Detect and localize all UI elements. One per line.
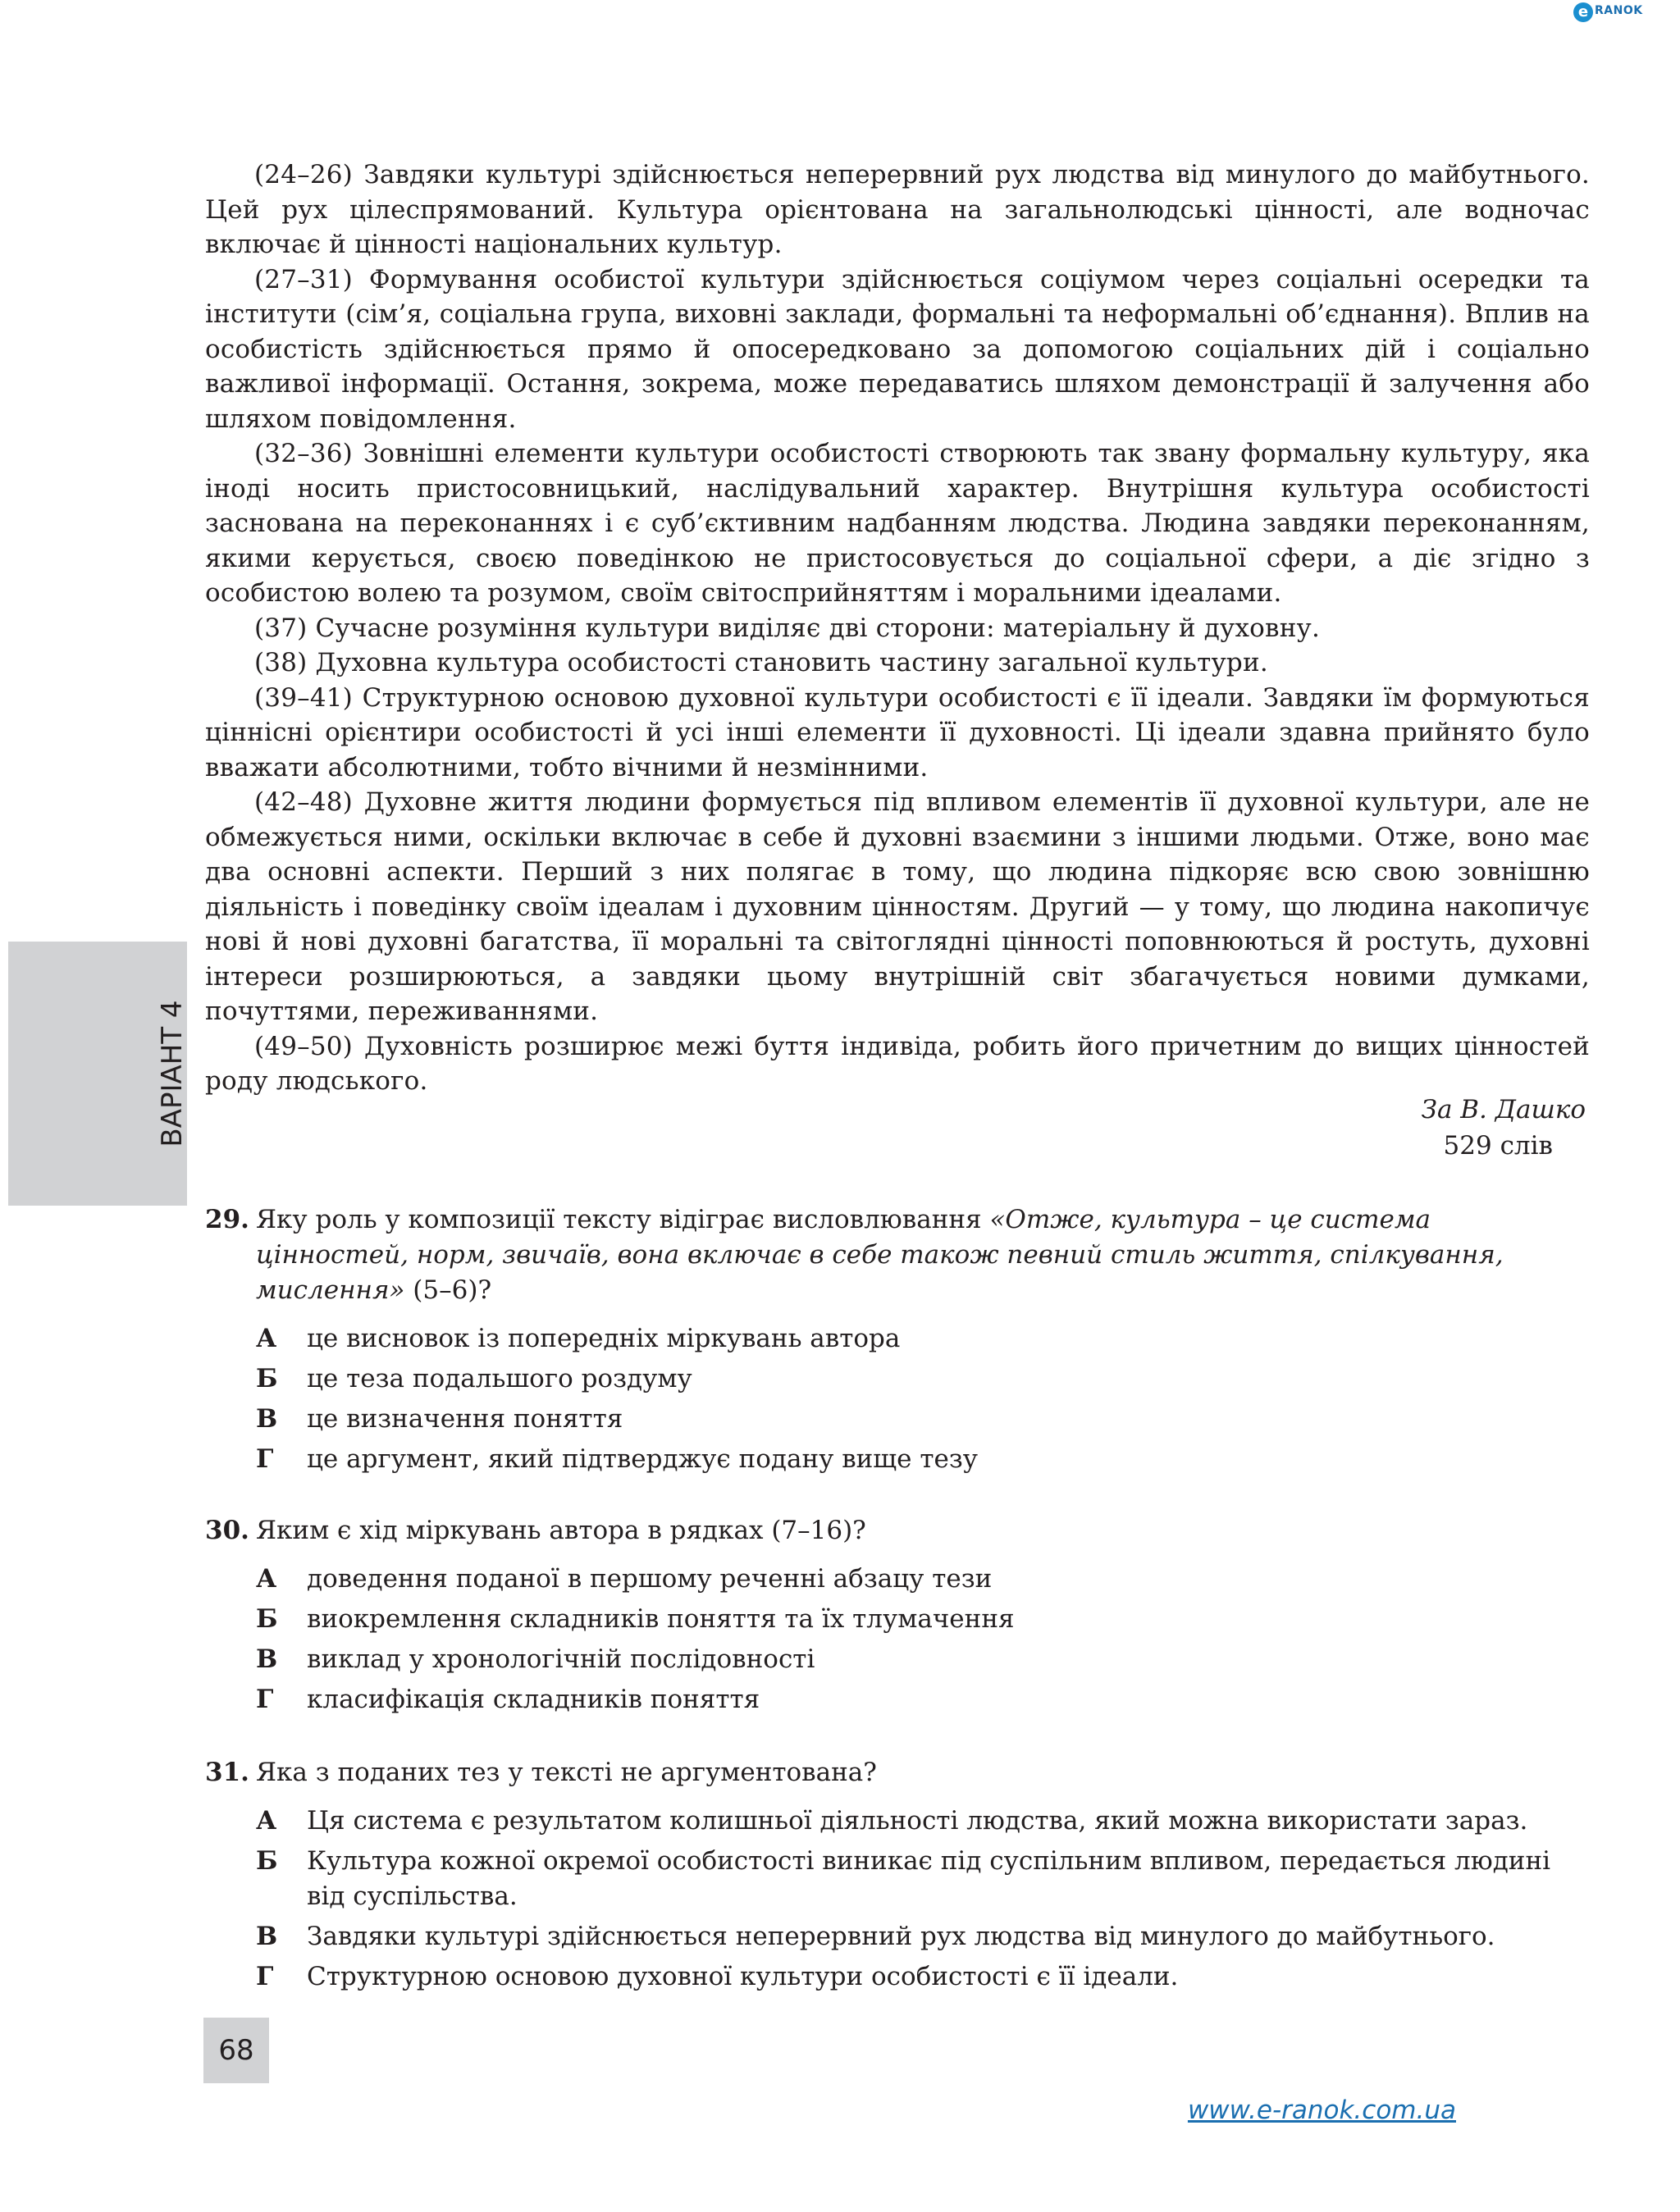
page-number: 68: [203, 2018, 269, 2083]
option-letter: А: [256, 1564, 277, 1594]
option-letter: В: [256, 1644, 278, 1674]
logo-text: RANOK: [1595, 4, 1643, 17]
attribution: [1422, 1092, 1586, 1164]
option-letter: Г: [256, 1962, 274, 1991]
paragraph: (24–26) Завдяки культурі здійснюється неперервний рух людства від минулого до майбутнього. Цей рух цілеспрямований. Культура орієнтована на загальнолюдські цінності, але водночас включає й цінності національних культур.: [205, 160, 1590, 259]
question-text: Яка з поданих тез у тексті не аргументована?: [256, 1758, 877, 1787]
option-letter: А: [256, 1324, 277, 1353]
question-30: [205, 1513, 1590, 1722]
option-text: виокремлення складників поняття та їх тлумачення: [307, 1604, 1015, 1634]
option-text: це теза подальшого роздуму: [307, 1364, 692, 1393]
answer-option[interactable]: [205, 1804, 1590, 1839]
option-text: виклад у хронологічній послідовності: [307, 1644, 815, 1674]
option-text: це аргумент, який підтверджує подану вище тезу: [307, 1444, 978, 1474]
option-text: Культура кожної окремої особистості виникає під суспільним впливом, передається людині від суспільства.: [307, 1846, 1551, 1911]
question-number: 30.: [205, 1516, 249, 1545]
paragraph: (32–36) Зовнішні елементи культури особистості створюють так звану формальну культуру, яка іноді носить пристосовницький, наслідувальний характер. Внутрішня культура особистості заснована на переконаннях і є суб’єктивним надбанням людства. Людина завдяки переконанням, якими керується, своєю поведінкою не пристосовується до соціальної сфери, а діє згідно з особистою волею та розумом, своїм світосприйняттям і моральними ідеалами.: [205, 439, 1590, 608]
publisher-logo: [1573, 2, 1664, 24]
author: За В. Дашко: [1421, 1095, 1586, 1124]
option-text: класифікація складників поняття: [307, 1685, 760, 1714]
option-letter: Б: [256, 1846, 278, 1876]
answer-option[interactable]: [205, 1562, 1590, 1597]
answer-option[interactable]: [205, 1361, 1590, 1397]
question-29: [205, 1202, 1590, 1482]
option-text: Ця система є результатом колишньої діяльності людства, який можна використати зараз.: [307, 1806, 1528, 1836]
paragraph: (27–31) Формування особистої культури здійснюється соціумом через соціальні осередки та інститути (сім’я, соціальна група, виховні заклади, формальні та неформальні об’єднання). Вплив на особистість здійснюється прямо й опосередковано за допомогою соціальних дій і соціально важливої інформації. Остання, зокрема, може передаватись шляхом демонстрації й залучення або шляхом повідомлення.: [205, 264, 1590, 434]
question-stem: [205, 1513, 1590, 1548]
answer-option[interactable]: [205, 1402, 1590, 1437]
answer-option[interactable]: [205, 1844, 1590, 1914]
question-text-suffix: (5–6)?: [404, 1275, 492, 1305]
answer-option[interactable]: [205, 1602, 1590, 1637]
option-letter: В: [256, 1922, 278, 1951]
answer-options: [205, 1562, 1590, 1717]
answer-options: [205, 1321, 1590, 1477]
answer-options: [205, 1804, 1590, 1995]
answer-option[interactable]: [205, 1321, 1590, 1357]
reading-text: [205, 157, 1590, 1099]
question-number: 31.: [205, 1758, 249, 1787]
question-text: Яким є хід міркувань автора в рядках (7–16)?: [256, 1516, 866, 1545]
option-text: це визначення поняття: [307, 1404, 623, 1434]
answer-option[interactable]: [205, 1642, 1590, 1677]
question-31: [205, 1755, 1590, 2000]
website-link[interactable]: www.e-ranok.com.ua: [1187, 2096, 1456, 2125]
answer-option[interactable]: [205, 1682, 1590, 1717]
logo-e-icon: e: [1573, 2, 1593, 22]
option-text: це висновок із попередніх міркувань автора: [307, 1324, 901, 1353]
option-letter: В: [256, 1404, 278, 1434]
variant-side-tab: [8, 942, 187, 1206]
question-number: 29.: [205, 1205, 249, 1234]
question-quote: «Отже, культура – це система цінностей, норм, звичаїв, вона включає в себе також певний стиль життя, спілкування, мислення»: [256, 1205, 1504, 1305]
answer-option[interactable]: [205, 1919, 1590, 1954]
paragraph: (37) Сучасне розуміння культури виділяє дві сторони: матеріальну й духовну.: [254, 613, 1321, 643]
option-text: Структурною основою духовної культури особистості є її ідеали.: [307, 1962, 1179, 1991]
option-letter: Г: [256, 1685, 274, 1714]
question-stem: [205, 1755, 1590, 1790]
question-stem: [205, 1202, 1590, 1308]
option-letter: А: [256, 1806, 277, 1836]
option-text: Завдяки культурі здійснюється неперервний рух людства від минулого до майбутнього.: [307, 1922, 1495, 1951]
paragraph: (38) Духовна культура особистості становить частину загальної культури.: [254, 648, 1268, 677]
question-text: Яку роль у композиції тексту відіграє висловлювання: [256, 1205, 990, 1234]
option-letter: Г: [256, 1444, 274, 1474]
option-text: доведення поданої в першому реченні абзацу тези: [307, 1564, 993, 1594]
answer-option[interactable]: [205, 1442, 1590, 1477]
variant-label: ВАРІАНТ 4: [156, 1000, 189, 1147]
paragraph: (49–50) Духовність розширює межі буття індивіда, робить його причетним до вищих цінностей роду людського.: [205, 1031, 1590, 1096]
paragraph: (42–48) Духовне життя людини формується під впливом елементів її духовної культури, але не обмежується ними, оскільки включає в себе й духовні взаємини з іншими людьми. Отже, воно має два основні аспекти. Перший з них полягає в тому, що людина підкоряє всю свою зовнішню діяльність і поведінку своїм ідеалам і духовним цінностям. Другий — у тому, що людина накопичує нові й нові духовні багатства, її моральні та світоглядні цінності поповнюються й ростуть, духовні інтереси розширюються, а завдяки цьому внутрішній світ збагачується новими думками, почуттями, переживаннями.: [205, 787, 1590, 1026]
answer-option[interactable]: [205, 1959, 1590, 1995]
word-count: 529 слів: [1443, 1131, 1553, 1161]
paragraph: (39–41) Структурною основою духовної культури особистості є її ідеали. Завдяки їм формуються ціннісні орієнтири особистості й усі інші елементи її духовності. Ці ідеали здавна прийнято було вважати абсолютними, тобто вічними й незмінними.: [205, 682, 1590, 782]
option-letter: Б: [256, 1604, 278, 1634]
option-letter: Б: [256, 1364, 278, 1393]
